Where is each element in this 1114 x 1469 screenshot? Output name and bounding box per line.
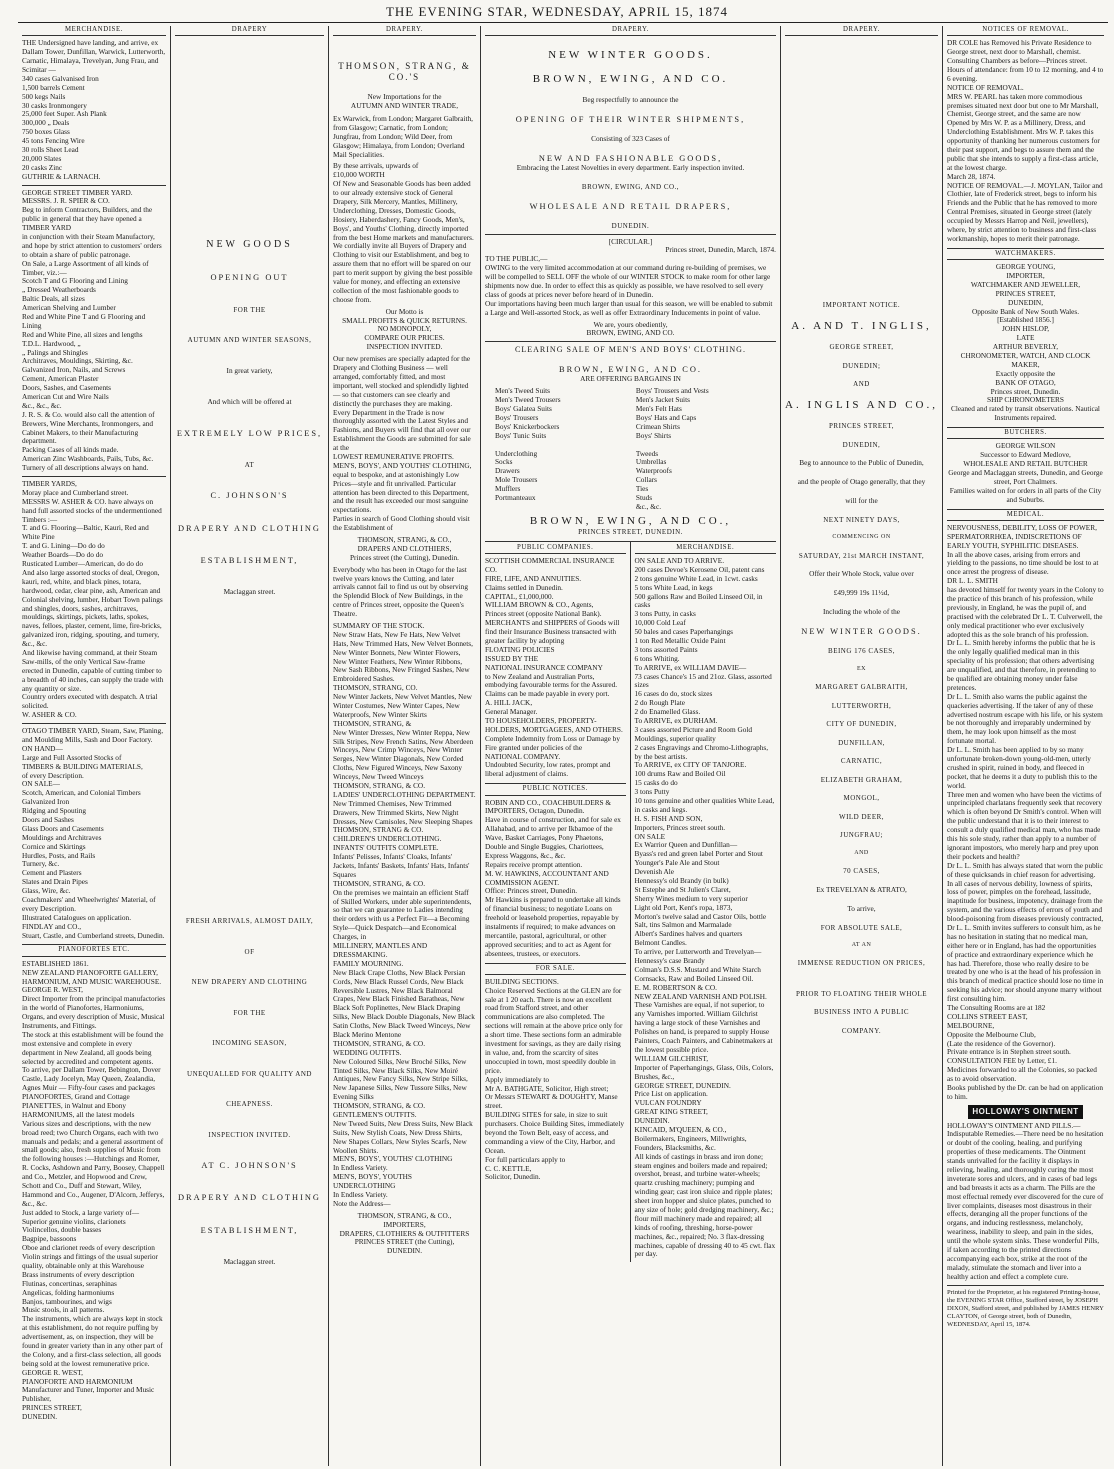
divider xyxy=(22,476,166,477)
new-fashionable-goods: NEW AND FASHIONABLE GOODS, xyxy=(538,154,723,164)
circular-to: TO THE PUBLIC,— xyxy=(485,254,548,264)
bargain-list-left: Men's Tweed Suits Men's Tweed Trousers Boys' Galatea Suits Boys' Trousers Boys' Knickerbockers Boys' Tunic Suits Underclothing Socks Drawers Mole Trousers Mufflers Portmanteaux xyxy=(495,386,561,502)
divider xyxy=(947,1285,1104,1286)
public-companies-column xyxy=(485,542,631,1263)
opening-out: OPENING OUT xyxy=(210,273,289,283)
line: Offer their Whole Stock, value over xyxy=(809,569,914,579)
drapery-clothing: DRAPERY AND CLOTHING xyxy=(178,523,321,533)
section-heading: MERCHANDISE. xyxy=(22,26,166,36)
divider xyxy=(485,234,776,235)
george-street: GEORGE STREET, xyxy=(829,343,894,352)
line: £49,999 19s 11½d, xyxy=(833,588,890,598)
divider xyxy=(22,185,166,186)
column-drapery-inglis xyxy=(780,26,942,1466)
fresh-arrivals: FRESH ARRIVALS, ALMOST DAILY, xyxy=(185,916,314,925)
for-sale: BUILDING SECTIONS. Choice Reserved Sections at the GLEN are for sale at 1 20 each. There is now an excellent road from Stafford street, and other communications are also completed. The sections will remain at the above price only for a short time. These sections form an admirable investment for savings, as they are daily rising in value, and, from the scarcity of sites unoccupied in town, most speedily double in price. Apply immediately to Mr A. BATHGATE, Solicitor, High street; Or Messrs STEWART & DOUGHTY, Manse street. BUILDING SITES for sale, in size to suit purchasers. Choice Building Sites, immediately beyond the Town Belt, easy of access, and commanding a view of the City, Harbor, and Ocean. For full particulars apply to C. C. KETTLE, Solicitor, Dunedin. xyxy=(485,976,625,1182)
line: Including the whole of the xyxy=(822,607,900,617)
holloway-badge: HOLLOWAY'S OINTMENT xyxy=(968,1105,1082,1119)
line: MONGOL, xyxy=(843,794,880,803)
firm-name-3: BROWN, EWING, AND CO. xyxy=(559,365,702,375)
printer-imprint: Printed for the Proprietor, at his registered Printing-house, the EVENING STAR Office, Stafford street, by JOSEPH DIXON, Stafford street, and published by JAMES HENRY CLAYTON, of George street, both of Dunedin, WEDNESDAY, April 15, 1874. xyxy=(947,1288,1104,1328)
line: JUNGFRAU; xyxy=(839,831,883,840)
line: COMMENCING ON xyxy=(832,534,891,541)
column-drapery-johnson xyxy=(170,26,328,1466)
column-drapery-thomson-strang xyxy=(328,26,480,1466)
section-heading: MEDICAL. xyxy=(947,509,1104,521)
line: Beg to announce to the Public of Dunedin, xyxy=(799,458,924,468)
section-heading: PUBLIC COMPANIES. xyxy=(485,544,626,554)
firm-footer: THOMSON, STRANG, & CO., IMPORTERS, DRAPERS, CLOTHIERS & OUTFITTERS PRINCES STREET (the Cutting), DUNEDIN. xyxy=(339,1210,470,1256)
section-heading: NOTICES OF REMOVAL. xyxy=(947,26,1104,36)
line: FOR ABSOLUTE SALE, xyxy=(820,923,903,932)
butchers: GEORGE WILSON Successor to Edward Medlove, WHOLESALE AND RETAIL BUTCHER George and Maclaggan streets, Dunedin, and George street, Port Chalmers. Families waited on for orders in all parts of the City and Suburbs. xyxy=(948,441,1103,504)
for-the-2: FOR THE xyxy=(233,1008,266,1017)
body-3: Everybody who has been in Otago for the last twelve years knows the Cutting, and later arrivals cannot fail to find us out by observing the Splendid Block of New Buildings, in the centre of Princes street, opposite the Queen's Theatre. xyxy=(333,564,468,619)
line: BUSINESS INTO A PUBLIC xyxy=(813,1008,910,1017)
column-drapery-brown-ewing xyxy=(480,26,780,1466)
section-heading: DRAPERY. xyxy=(333,26,476,36)
of: OF xyxy=(244,947,255,956)
drapery-clothing-2: DRAPERY AND CLOTHING xyxy=(178,1193,321,1203)
bargain-list xyxy=(485,384,776,514)
line: Ex TREVELYAN & ATRATO, xyxy=(816,884,907,894)
insurance-ads: SCOTTISH COMMERCIAL INSURANCE CO. FIRE, LIFE, AND ANNUITIES. Claims settled in Dunedin. CAPITAL, £1,000,000. WILLIAM BROWN & CO., Agents, Princes street (opposite National Bank). MERCHANTS and SHIPPERS of Goods will find their Insurance Business transacted with greater facility by adopting FLOATING POLICIES ISSUED BY THE NATIONAL INSURANCE COMPANY to New Zealand and Australian Ports, embodying favourable terms for the Assured. Claims can be made payable in every port. A. HILL JACK, General Manager. TO HOUSEHOLDERS, PROPERTY-HOLDERS, MORTGAGEES, AND OTHERS. Complete Indemnity from Loss or Damage by Fire granted under policies of the NATIONAL COMPANY. Undoubted Security, low rates, prompt and liberal adjustment of claims. xyxy=(485,555,623,779)
bargain-list-right: Boys' Trousers and Vests Men's Jacket Suits Men's Felt Hats Boys' Hats and Caps Crimean Shirts Boys' Shirts Tweeds Umbrellas Waterproofs Collars Ties Studs &c., &c. xyxy=(635,386,709,511)
line: To arrive, xyxy=(847,903,876,913)
line: 70 CASES, xyxy=(843,867,880,876)
section-heading: BUTCHERS. xyxy=(947,427,1104,439)
and: AND xyxy=(853,380,870,389)
ad-george-street-timber-yard: GEORGE STREET TIMBER YARD. MESSRS. J. R. SPIER & CO. Beg to inform Contractors, Builders, and the public in general that they have opened a TIMBER YARD in conjunction with their Steam Manufactory, and hope by strict attention to customers' orders to obtain a share of public patronage. On Sale, a Large Assortment of all kinds of Timber, viz.:— Scotch T and G Flooring and Lining „ Dressed Weatherboards Baltic Deals, all sizes American Shelving and Lumber Red and White Pine T and G Flooring and Lining Red and White Pine, all sizes and lengths T.D.L. Hardwood, „ „ Palings and Shingles Architraves, Mouldings, Skirting, &c. Galvanized Iron, Nails, and Screws Cement, American Plaster Doors, Sashes, and Casements American Cut and Wire Nails &c., &c., &c. J. R. S. & Co. would also call the attention of Brewers, Wine Merchants, Ironmongers, and Cabinet Makers, to their Manufacturing department. Packing Cases of all kinds made. American Zinc Washboards, Pails, Tubs, &c. Turnery of all descriptions always on hand. xyxy=(22,187,162,473)
ad-george-west-pianofortes: ESTABLISHED 1861. NEW ZEALAND PIANOFORTE GALLERY, HARMONIUM, AND MUSIC WAREHOUSE. GEORGE R. WEST, Direct Importer from the principal manufactories in the world of Pianofortes, Harmoniums, Organs, and every description of Music, Musical Instruments, and Fittings. The stock at this establishment will be found the most extensive and complete in every department in New Zealand, all goods being selected by accredited and competent agents. To arrive, per Dallam Tower, Bebington, Dover Castle, Lady Jocelyn, May Queen, Zealandia, Agnes Muir — Fifty-four cases and packages PIANOFORTES, Grand and Cottage PIANETTES, in Walnut and Ebony HARMONIUMS, all the latest models Various sizes and descriptions, with the new broad reed; two Church Organs, each with two manuals and pedals; and a general assortment of small goods; also, fresh supplies of Music from the following houses :—Hutchings and Romer, R. Cocks, Ashdown and Parry, Boosey, Chappell and Co., Metzler, and Hopwood and Crew, Schott and Co., Duff and Stewart, Wiley, Hammond and Co., Augener, D'Alcorn, Jefferys, &c., &c. Just added to Stock, a large variety of— Superior genuine violins, clarionets Violincellos, double basses Bagpipe, bassoons Oboe and clarionet reeds of every description Violin strings and fittings of the usual superior quality, obtainable only at this Warehouse Brass instruments of every description Flutinas, concertinas, seraphinas Angelicas, folding harmoniums Banjos, tambourines, and wigs Music stools, in all patterns. The instruments, which are always kept in stock at this establishment, do not require puffing by advertisement, as, on inspection, they will be found in greater variety than in any other part of the Colony, and a first-class selection, all goods being sold at the lowest remunerative price. GEORGE R. WEST, PIANOFORTE AND HARMONIUM Manufacturer and Tuner, Importer and Music Publisher, PRINCES STREET, DUNEDIN. xyxy=(22,958,166,1422)
extremely-low-prices: EXTREMELY LOW PRICES, xyxy=(176,428,323,438)
body-2: Our new premises are specially adapted for the Drapery and Clothing Business — well arranged, comfortably fitted, and most important, well stocked and splendidly lighted — so that customers can see clearly and distinctly the purchases they are making. Every Department in the Trade is now thoroughly assorted with the Latest Styles and Fashions, and Buyers will find that all over our Establishment the Goods are submitted for sale at the LOWEST REMUNERATIVE PROFITS. MEN'S, BOYS', AND YOUTHS' CLOTHING, equal to bespoke, and at astonishingly Low Prices—style and fit unrivalled. Particular attention has been directed to this Department, and the result has exceeded our most sanguine expectations. Parties in search of Good Clothing should visit the Establishment of xyxy=(333,354,472,533)
offering: ARE OFFERING BARGAINS IN xyxy=(580,374,681,384)
intro: New Importations for the AUTUMN AND WINTER TRADE, xyxy=(350,92,459,111)
removal-notices: DR COLE has Removed his Private Residence to George street, next door to Marshall, chemist. Consulting Chambers as before—Princes street. Hours of attendance: from 10 to 12 morning, and 4 to 6 evening. NOTICE OF REMOVAL. MRS W. PEARL has taken more commodious premises situated next door but one to Mr Marshall, Chemist, George street, and the same are now Opened by Mrs W. P. as a Millinery, Dress, and Underclothing Establishment. Mrs W. P. takes this opportunity of thanking her numerous customers for their past support, and begs to assure them and the public that she intends to supply a first-class article, at the lowest charge. March 28, 1874. NOTICE OF REMOVAL.—J. MOYLAN, Tailor and Clothier, late of Frederick street, begs to inform his Friends and the Public that he has removed to more Central Premises, situated in George street (lately occupied by Messrs Harrop and Neil, jewellers), where, by strict attention to business and first-class workmanship, hopes to merit their patronage. xyxy=(947,38,1104,243)
establishment-2: ESTABLISHMENT, xyxy=(200,1225,299,1235)
dunedin: DUNEDIN; xyxy=(842,361,881,370)
line: NEXT NINETY DAYS, xyxy=(823,515,900,524)
medical-ad: NERVOUSNESS, DEBILITY, LOSS OF POWER, SPERMATORRHŒA, INDISCRETIONS OF EARLY YOUTH, SYPHILITIC DISEASES. In all the above cases, arising from errors and yielding to the passions, no time should be lost to at once arrest the progress of disease. DR L. L. SMITH has devoted himself for twenty years in the Colony to the practice of this branch of his profession, while previously, in England, he was the pupil of, and practised with the celebrated Dr L. T. Culverwell, the only medical practitioner who ever exclusively adopted this as the sole branch of his profession. Dr L. L. Smith hereby informs the public that he is the only legally qualified medical man in this speciality of his profession; that others advertising are unqualified, and that therefore, in pretending to be qualified are obtaining money under false pretences. Dr L. L. Smith also warns the public against the quackeries advertising. If the taker of any of these advertised nostrum escape with his life, or his system be not thoroughly and irreparably undermined by them, he may look upon himself as the most fortunate mortal. Dr L. L. Smith has been applied to by so many unfortunate broken-down young-old-men, utterly crushed in spirit, ruined in body, and fleeced in pocket, that he deems it a duty to publish this to the world. Three men and women who have been the victims of unprincipled charlatans frequently seek that recovery which is often beyond Dr Smith's control. When will the public understand that it is to their interest to consult a duly qualified medical man, who has made this his sole study, rather than apply to a number of ignorant impostors, who merely harp and prey upon their pockets and health? Dr L. L. Smith has always stated that worn the public of these quicksands in chief reason for advertising. In all cases of nervous debility, lowness of spirits, loss of power, pimples on the forehead, lassitude, inaptitude for business, impotency, drainage from the system, and the various effects of errors of youth and blood-poisoning from diseases previously contracted, Dr L. L. Smith invites sufferers to consult him, as he has no hesitation in stating that no medical man, either here or in England, has had the opportunities of practice and extraordinary experience which he has had. Therefore, those who really desire to be treated by one who is at the head of his profession in this branch of medical practice should lose no time in seeking his advice; nor should anyone marry without first consulting him. The Consulting Rooms are at 182 COLLINS STREET EAST, MELBOURNE, Opposite the Melbourne Club, (Late the residence of the Governor). Private entrance is in Stephen street south. CONSULTATION FEE by Letter, £1. Medicines forwarded to all the Colonies, so packed as to avoid observation. Books published by the Dr. can be had on application to him. xyxy=(947,522,1104,1101)
announcement xyxy=(785,459,938,1035)
watchmakers: GEORGE YOUNG, IMPORTER, WATCHMAKER AND JEWELLER, PRINCES STREET, DUNEDIN, Opposite Bank of New South Wales. [Established 1856.] JOHN HISLOP, LATE ARTHUR BEVERLY, CHRONOMETER, WATCH, AND CLOCK MAKER, Exactly opposite the BANK OF OTAGO, Princes street, Dunedin. SHIP CHRONOMETERS Cleaned and rated by transit observations. Nautical Instruments repaired. xyxy=(951,262,1100,423)
line: IMMENSE REDUCTION ON PRICES, xyxy=(797,959,926,968)
firm-name: BROWN, EWING, AND CO. xyxy=(532,72,729,85)
public-notices: ROBIN AND CO., COACHBUILDERS & IMPORTERS, Octagon, Dunedin. Have in course of construction, and for sale ex Allahabad, and to arrive per Ikbamoe of the Wave, Basket Carriages, Pony Phaetons, Double and Single Buggies, Chariottees, Express Waggons, &c., &c. Repairs receive prompt attention. M. W. HAWKINS, ACCOUNTANT AND COMMISSION AGENT. Office: Princes street, Dunedin. Mr Hawkins is prepared to undertake all kinds of financial business; to negotiate Loans on freehold or leasehold properties, repayable by instalments if required; to make advances on mercantile, pastoral, agricultural, or other approved securities; and to act as Agent for absentees, trustees, or executors. xyxy=(485,797,621,958)
masthead-rule xyxy=(18,22,1108,23)
section-heading: WATCHMAKERS. xyxy=(947,248,1104,260)
headline-new-winter-goods: NEW WINTER GOODS. xyxy=(548,49,713,62)
merchandise-column xyxy=(631,542,777,1263)
great-variety: In great variety, xyxy=(226,365,273,375)
section-heading: FOR SALE. xyxy=(485,963,626,975)
circular-date: Princes street, Dunedin, March, 1874. xyxy=(665,245,776,255)
circular-sign: We are, yours obediently, BROWN, EWING, AND CO. xyxy=(586,319,675,338)
ships: Ex Warwick, from London; Margaret Galbraith, from Glasgow; Carnatic, from London; Jungfrau, from London; Wild Deer, from Glasgow; Himalaya, from London; Overland Mail Specialities. xyxy=(333,114,473,159)
establishment: ESTABLISHMENT, xyxy=(200,555,299,565)
circular-label: [CIRCULAR.] xyxy=(608,236,653,246)
body-1: By these arrivals, upwards of £10,000 WORTH Of New and Seasonable Goods has been added to our already extensive stock of General Drapery, Silk Mercery, Mantles, Millinery, Underclothing, Dresses, Domestic Goods, Hosiery, Haberdashery, Fancy Goods, Men's, Boys', and Youths' Clothing, directly imported from the best Home markets and manufacturers. We cordially invite all Buyers of Drapery and Clothing to visit our Establishment, and beg to assure them that no effort will be spared on our part to merit support by giving the best possible value for money, and effecting an extensive collection of the most fashionable goods to choose from. xyxy=(333,161,474,304)
section-heading: DRAPERY xyxy=(175,26,324,36)
announce: Beg respectfully to announce the xyxy=(582,95,679,105)
clearing-sale: CLEARING SALE OF MEN'S AND BOYS' CLOTHING. xyxy=(515,345,746,355)
autumn-winter-seasons: AUTUMN AND WINTER SEASONS, xyxy=(187,336,312,345)
unequalled: UNEQUALLED FOR QUALITY AND xyxy=(187,1069,312,1078)
section-heading: DRAPERY. xyxy=(485,26,776,36)
divider xyxy=(485,341,776,342)
merchandise-ads: ON SALE AND TO ARRIVE. 200 cases Devoe's Kerosene Oil, patent cans 2 tons genuine White Lead, in 1cwt. casks 5 tons White Lead, in kegs 500 gallons Raw and Boiled Linseed Oil, in casks 3 tons Putty, in casks 10,000 Cold Leaf 50 bales and cases Paperhangings 1 ton Red Metallic Oxide Paint 3 tons assorted Paints 6 tons Whiting. To ARRIVE, ex WILLIAM DAVIE— 73 cases Chance's 15 and 21oz. Glass, assorted sizes 16 cases do do, stock sizes 2 do Rough Plate 2 do Enamelled Glass. To ARRIVE, ex DURHAM. 3 cases assorted Picture and Room Gold Mouldings, superior quality 2 cases Engravings and Chromo-Lithographs, by the best artists. To ARRIVE, ex CITY OF TANJORE. 100 drums Raw and Boiled Oil 15 casks do do 3 tons Putty 10 tons genuine and other qualities White Lead, in casks and kegs. H. S. FISH AND SON, Importers, Princes street south. ON SALE Ex Warrior Queen and Dunfillan— Byass's red and green label Porter and Stout Younger's Pale Ale and Stout Devenish Ale Hennessy's old Brandy (in bulk) St Estephe and St Julien's Claret, Sherry Wines medium to very superior Light old Port, Kent's ropa, 1873, Morton's twelve salad and Castor Oils, bottle Salt, tins Salmon and Marmalade Albert's Sardines halves and quarters Belmont Candles. To arrive, per Lutterworth and Trevelyan— Hennessy's case Brandy Colman's D.S.S. Mustard and White Starch Cornsacks, Raw and Boiled Linseed Oil. E. M. ROBERTSON & CO. NEW ZEALAND VARNISH AND POLISH. These Varnishes are equal, if not superior, to any Varnishes imported. William Gilchrist having a large stock of these Varnishes and Polishes on hand, is prepared to supply House Painters, Coach Painters, and Cabinetmakers at the lowest possible price. WILLIAM GILCHRIST, Importer of Paperhangings, Glass, Oils, Colors, Brushes, &c., GEORGE STREET, DUNEDIN. Price List on application. VULCAN FOUNDRY GREAT KING STREET, DUNEDIN. KINCAID, M'QUEEN, & CO., Boilermakers, Engineers, Millwrights, Founders, Blacksmiths, &c. All kinds of castings in brass and iron done; steam engines and boilers made and repaired; overshot, breast, and turbine water-wheels; quartz crushing machinery; pumping and winding gear; cast iron sluice and ripple plates; sheet iron hopper and sluice plates, punched to any size of hole; gold dredging machinery, &c.; flour mill machinery made and repaired; all kinds of roofing, threshing, horse-power machines, &c., repaired; No. 3 flax-dressing machines, capable of dressing 40 to 45 cwt. flax per day. xyxy=(634,555,776,1259)
firm-name: THOMSON, STRANG, & CO.'S xyxy=(338,61,471,83)
firm-a-t-inglis: A. AND T. INGLIS, xyxy=(791,319,932,332)
incoming-season: INCOMING SEASON, xyxy=(212,1039,287,1048)
johnsons: C. JOHNSON'S xyxy=(210,491,289,501)
section-heading: MERCHANDISE. xyxy=(635,544,777,554)
maclaggan-street: Maclaggan street. xyxy=(223,587,276,597)
ad-asher-timber-yards: TIMBER YARDS, Moray place and Cumberland street. MESSRS W. ASHER & CO. have always on hand full assorted stocks of the undermentioned Timbers :— T. and G. Flooring—Baltic, Kauri, Red and White Pine T. and G. Lining—Do do do Weather Boards—Do do do Rusticated Lumber—American, do do do And also large assorted stocks of deal, Oregon, kauri, red, white, and black pines, totara, hardwood, cedar, clear pine, ash, American and Colonial shelving, lumber, Hobart Town palings and shingles, doors, sashes, architraves, mouldings, skirtings, pickets, laths, spokes, naves, felloes, plaster, cement, lime, fire-bricks, galvanized iron, ridging, spouting, and turnery, &c., &c. And likewise having command, at their Steam Saw-mills, of the only Vertical Saw-frame erected in Dunedin, capable of cutting timber to a breadth of 40 inches, can supply the trade with any quantity or size. Country orders executed with despatch. A trial solicited. W. ASHER & CO. xyxy=(22,479,164,720)
line: SATURDAY, 21st MARCH INSTANT, xyxy=(798,551,925,560)
cheapness: CHEAPNESS. xyxy=(226,1100,273,1109)
wholesale-retail: WHOLESALE AND RETAIL DRAPERS, xyxy=(529,201,732,211)
embracing: Embracing the Latest Novelties in every department. Early inspection invited. xyxy=(516,163,745,173)
line: COMPANY. xyxy=(841,1026,882,1035)
section-heading: PUBLIC NOTICES. xyxy=(485,783,626,795)
ad-otago-timber-yard: OTAGO TIMBER YARD, Steam, Saw, Planing, and Moulding Mills, Sash and Door Factory. ON HAND— Large and Full Assorted Stocks of TIMBERS & BUILDING MATERIALS, of every Description. ON SALE— Scotch, American, and Colonial Timbers Galvanized Iron Ridging and Spouting Doors and Sashes Glass Doors and Casements Mouldings and Architraves Cornice and Skirtings Hurdles, Posts, and Rails Turnery, &c. Cement and Plasters Slates and Drain Pipes Glass, Wire, &c. Coachmakers' and Wheelwrights' Material, of every Description. Illustrated Catalogues on application. FINDLAY and CO., Stuart, Castle, and Cumberland streets, Dunedin. xyxy=(22,726,165,940)
line: EX xyxy=(857,665,866,672)
consisting: Consisting of 323 Cases of xyxy=(591,134,670,144)
section-heading: DRAPERY. xyxy=(785,26,938,36)
column-merchandise xyxy=(18,26,170,1466)
line: PRIOR TO FLOATING THEIR WHOLE xyxy=(795,989,928,998)
line: CARNATIC, xyxy=(840,757,883,766)
line: AND xyxy=(854,849,869,856)
dunedin-2: DUNEDIN, xyxy=(842,440,881,449)
maclaggan-street-2: Maclaggan street. xyxy=(223,1256,276,1266)
ad-guthrie-larnach: THE Undersigned have landing, and arrive, ex Dallam Tower, Dunfillan, Warwick, Lutterworth, Carnatic, Himalaya, Trevelyan, Jung Frau, and Scimitar — 340 cases Galvanised Iron 1,500 barrels Cement 500 kegs Nails 30 casks Ironmongery 25,000 feet Super. Ash Plank 300,000 „ Deals 750 boxes Glass 45 tons Fencing Wire 30 rolls Sheet Lead 20,000 Slates 20 casks Zinc GUTHRIE & LARNACH. xyxy=(22,38,166,181)
line: CITY OF DUNEDIN, xyxy=(826,720,897,729)
at-johnsons: AT C. JOHNSON'S xyxy=(201,1161,298,1171)
opening-shipments: OPENING OF THEIR WINTER SHIPMENTS, xyxy=(515,114,746,124)
holloway-ad: HOLLOWAY'S OINTMENT AND PILLS.—Indisputable Remedies.—There need be no hesitation or doubt of the cooling, healing, and purifying properties of these medicaments. The Ointment stands unrivalled for the facility it displays in relieving, healing, and thoroughly curing the most inveterate sores and ulcers, and in cases of bad legs and bad breasts it acts as a charm. The Pills are the most effectual remedy ever discovered for the cure of liver complaints, diseases most disastrous in their effects, deranging all the proper functions of the organs, and inducing restlessness, melancholy, weariness, inability to sleep, and pain in the sides, until the whole system sinks. These wonderful Pills, if taken according to the printed directions accompanying each box, strike at the root of the malady, stimulate the stomach and liver into a healthy action and effect a complete cure. xyxy=(947,1120,1104,1281)
headline-new-goods: NEW GOODS xyxy=(206,239,293,251)
line: ELIZABETH GRAHAM, xyxy=(820,775,903,784)
offered-at: And which will be offered at xyxy=(207,396,292,406)
section-heading: PIANOFORTES ETC. xyxy=(22,944,166,956)
new-drapery-clothing: NEW DRAPERY AND CLOTHING xyxy=(191,978,308,987)
line: LUTTERWORTH, xyxy=(831,701,892,710)
masthead: THE EVENING STAR, WEDNESDAY, APRIL 15, 1874 xyxy=(385,4,729,19)
summary-of-stock: SUMMARY OF THE STOCK. New Straw Hats, New Fe Hats, New Velvet Hats, New Trimmed Hats, New Velvet Bonnets, New Winter Bonnets, New Winter Flowers, New Winter Feathers, New Winter Ribbons, New Sash Ribbons, New Fringed Sashes, New Embroidered Sashes. THOMSON, STRANG, CO. New Winter Jackets, New Velvet Mantles, New Winter Costumes, New Winter Capes, New Waterproofs, New Winter Skirts THOMSON, STRANG, & New Winter Dresses, New Winter Reppa, New Silk Stripes, New French Satins, New Aberdeen Winceys, New Crimp Winceys, New Winter Serges, New Winter Diagonals, New Corded Cloths, New Figured Winceys, New Saxony Winceys, New Tweed Winceys THOMSON, STRANG, & CO. LADIES' UNDERCLOTHING DEPARTMENT. New Trimmed Chemises, New Trimmed Drawers, New Trimmed Skirts, New Night Dresses, New Camisoles, New Sleeping Shapes THOMSON, STRANG & CO. CHILDREN'S UNDERCLOTHING. INFANTS' OUTFITS COMPLETE. Infants' Pelisses, Infants' Cloaks, Infants' Jackets, Infants' Baskets, Infants' Hats, Infants' Squares THOMSON, STRANG, & CO. On the premises we maintain an efficient Staff of Skilled Workers, under able superintendents, so that we can guarantee to Ladies intending their orders with us a Perfect Fit—a Becoming Style—Quick Despatch—and Economical Charges, in MILLINERY, MANTLES AND DRESSMAKING. FAMILY MOURNING. New Black Crape Cloths, New Black Persian Cords, New Black Russel Cords, New Black Reversible Lustres, New Black Balmoral Crapes, New Black Finished Baratheas, New Black Soft Poplinettes, New Black Draping Silks, New Black Double Diagonals, New Black Satin Cloths, New Black Tweed Winceys, New Black Merino Mentone THOMSON, STRANG, & CO. WEDDING OUTFITS. New Coloured Silks, New Broché Silks, New Tinted Silks, New Black Silks, New Moiré Antiques, New Fancy Silks, New Stripe Silks, New Japanese Silks, New Tussore Silks, New Evening Silks THOMSON, STRANG, & CO. GENTLEMEN'S OUTFITS. New Tweed Suits, New Dress Suits, New Black Suits, New Stylish Coats, New Dress Shirts, New Shapes Collars, New Styles Scarfs, New Woollen Shirts. MEN'S, BOYS', YOUTHS' CLOTHING In Endless Variety. MEN'S, BOYS', YOUTHS UNDERCLOTHING In Endless Variety. Note the Address— xyxy=(333,620,476,1208)
inspection-invited: INSPECTION INVITED. xyxy=(208,1130,291,1139)
princes-street: PRINCES STREET, xyxy=(829,422,894,431)
divider xyxy=(22,723,166,724)
line: NEW WINTER GOODS. xyxy=(801,627,922,636)
line: DUNFILLAN, xyxy=(838,738,885,747)
firm-name-4: BROWN, EWING, AND CO., xyxy=(529,514,732,527)
firm-name-2: BROWN, EWING, AND CO., xyxy=(581,183,680,192)
important-notice: IMPORTANT NOTICE. xyxy=(822,301,901,310)
line: BEING 176 CASES, xyxy=(828,647,895,656)
line: WILD DEER, xyxy=(838,812,885,821)
firm-address: PRINCES STREET, DUNEDIN. xyxy=(578,528,683,537)
line: AT AN xyxy=(851,942,872,949)
motto: Our Motto is SMALL PROFITS & QUICK RETURNS. NO MONOPOLY, COMPARE OUR PRICES. INSPECTION INVITED. xyxy=(342,306,467,352)
at: AT xyxy=(244,460,255,469)
line: and the people of Otago generally, that they xyxy=(797,477,926,487)
line: MARGARET GALBRAITH, xyxy=(815,683,908,692)
line: will for the xyxy=(845,496,878,506)
dunedin: DUNEDIN. xyxy=(611,222,650,231)
circular-body: OWING to the very limited accommodation at our command during re-building of premises, we will be compelled to SELL OFF the whole of our WINTER STOCK to make room for other large shipments now due. In order to effect this as quickly as possible, we have resolved to sell every class of goods at prices never before heard of in Dunedin. Our importations having been much larger than usual for this season, we will be enabled to submit a Large and Well-assorted Stock, as well as offer Extraordinary Inducements in point of value. xyxy=(485,263,773,317)
for-the: FOR THE xyxy=(233,305,266,314)
firm-a-inglis-co: A. INGLIS AND CO., xyxy=(785,398,938,411)
column-notices-medical xyxy=(942,26,1108,1466)
firm-address: THOMSON, STRANG, & CO., DRAPERS AND CLOTHIERS, Princes street (the Cutting), Dunedin. xyxy=(349,534,460,562)
